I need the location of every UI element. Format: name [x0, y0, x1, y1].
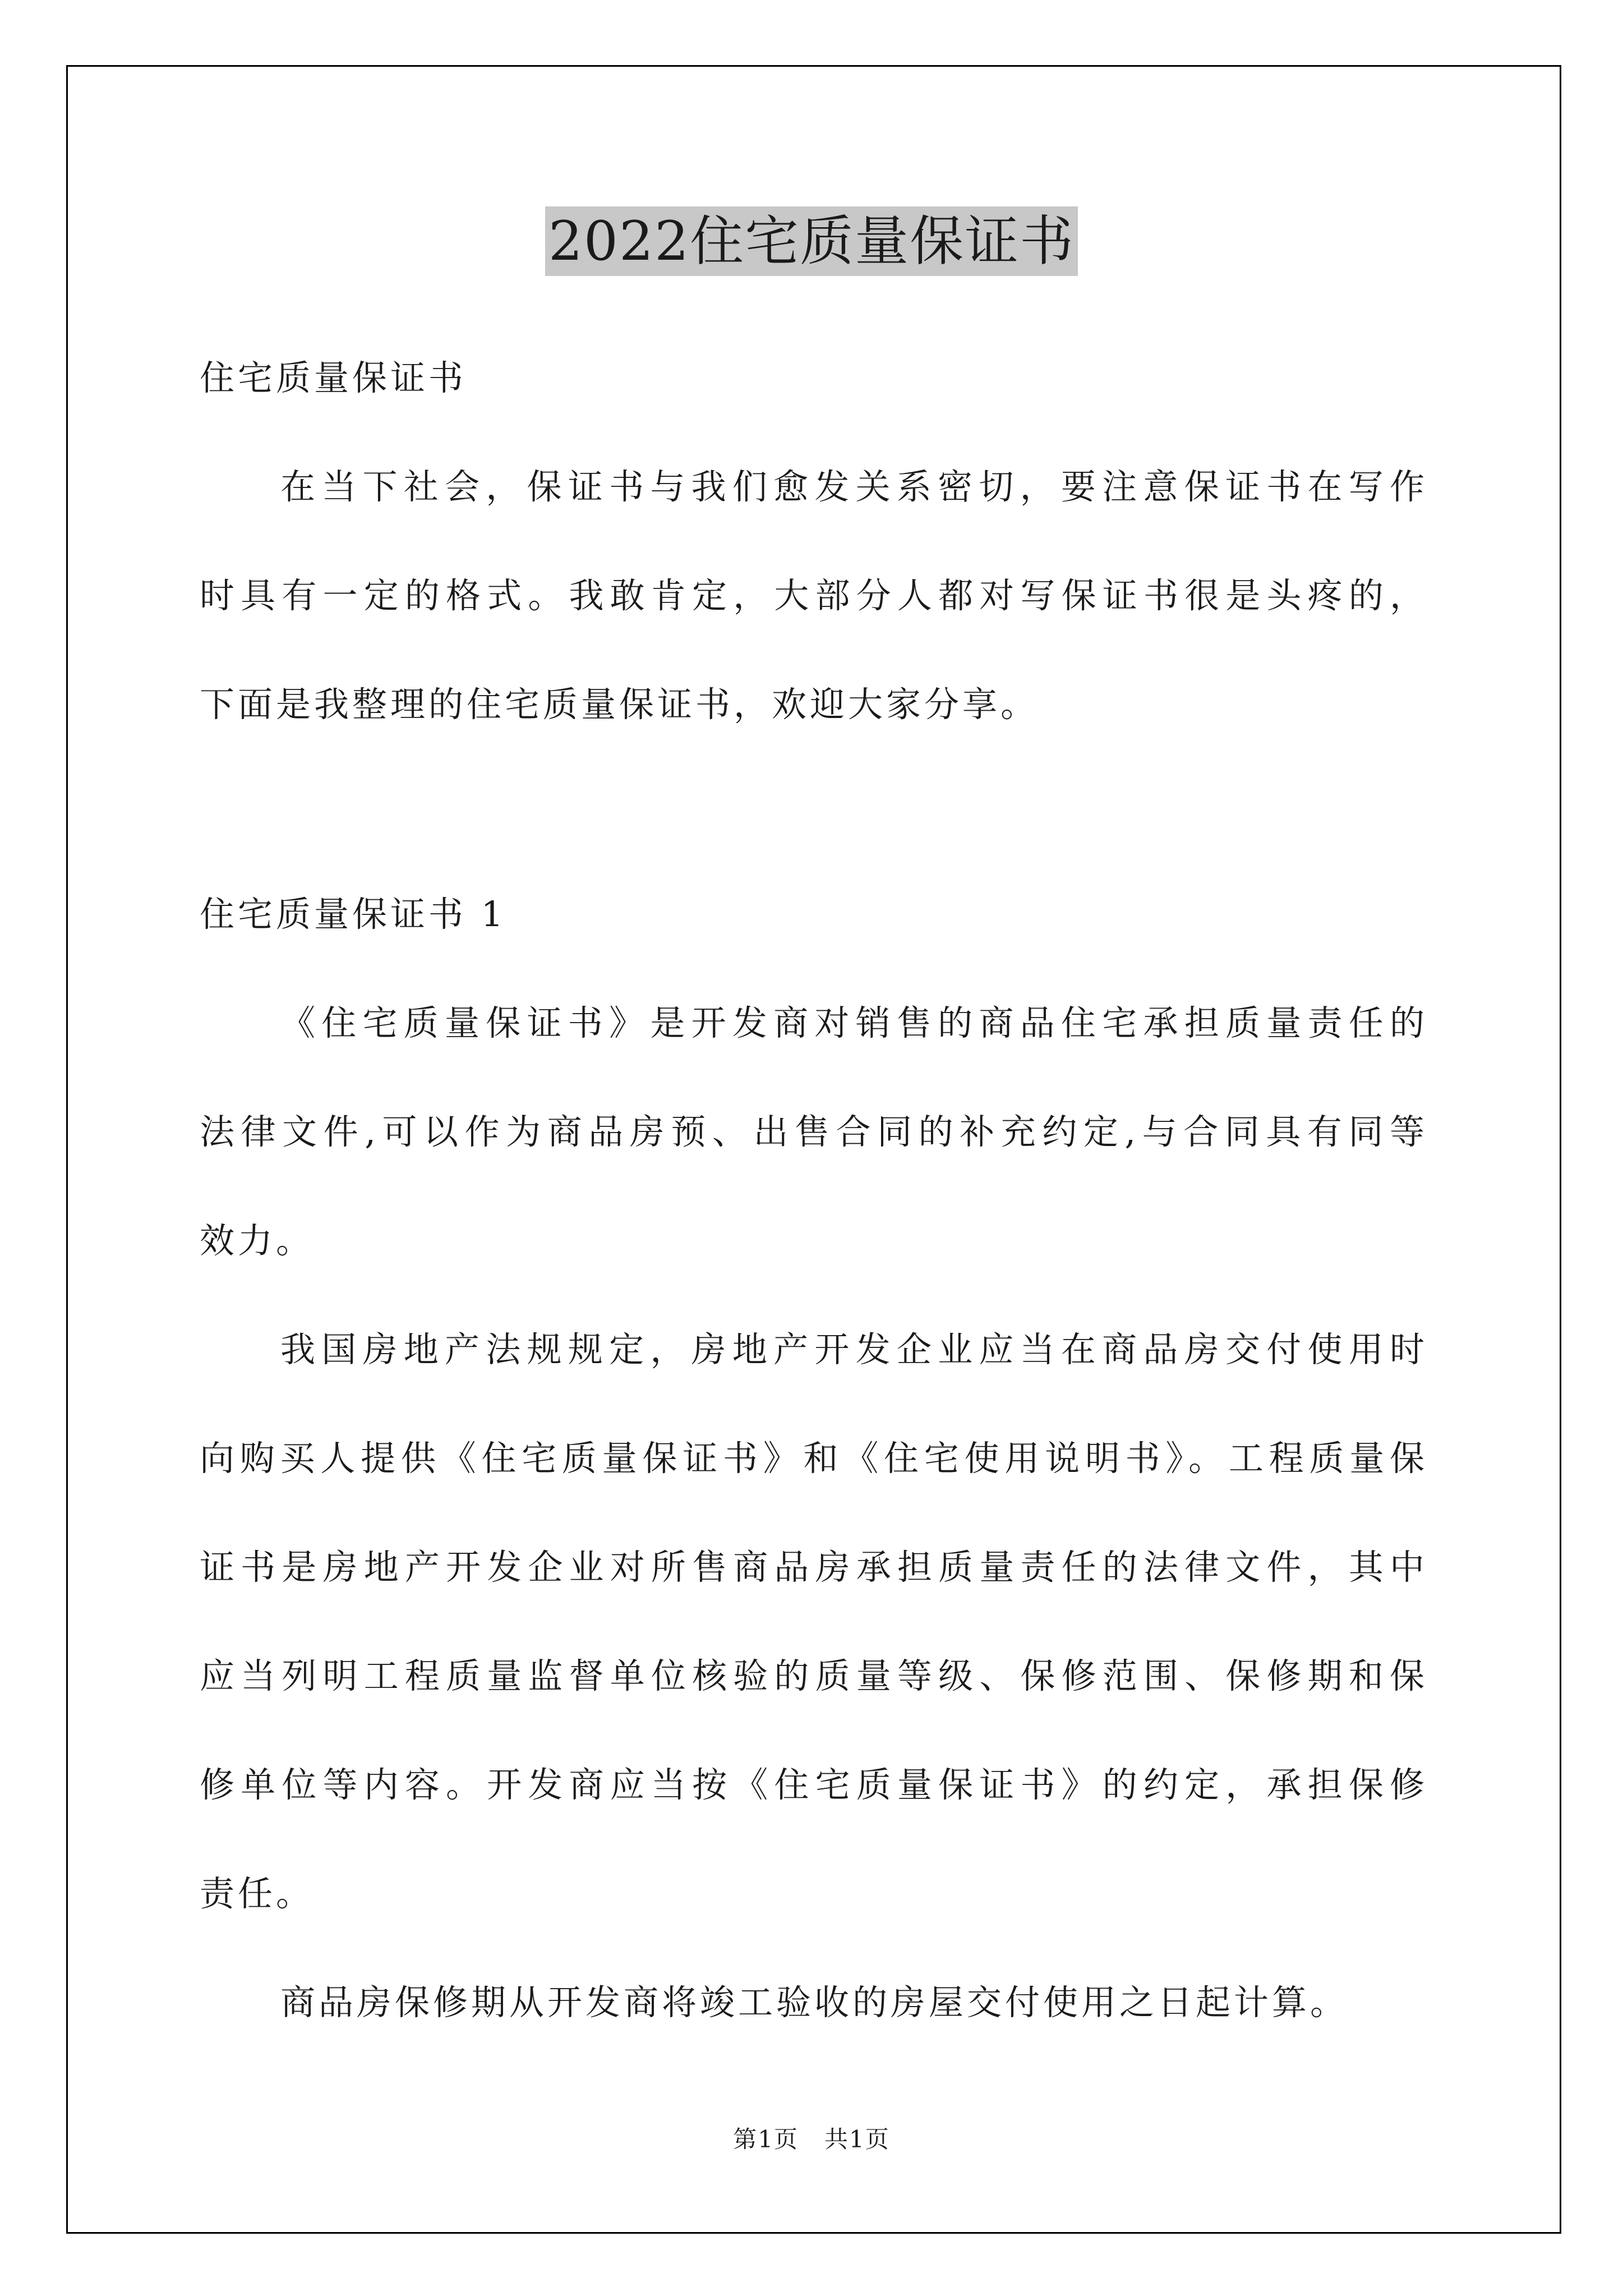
- para-2-line-6: 责任。: [200, 1873, 315, 1914]
- para-3-line-1: 商品房保修期从开发商将竣工验收的房屋交付使用之日起计算。: [280, 1982, 1349, 2023]
- document-title: 2022住宅质量保证书: [545, 206, 1078, 276]
- para-2-line-3: 证书是房地产开发企业对所售商品房承担质量责任的法律文件，其中: [200, 1547, 1428, 1588]
- para-1-line-1: 《住宅质量保证书》是开发商对销售的商品住宅承担质量责任的: [280, 1002, 1428, 1043]
- title-block: [0, 206, 1623, 276]
- para-1-line-3: 效力。: [200, 1220, 315, 1261]
- para-2-line-1: 我国房地产法规规定，房地产开发企业应当在商品房交付使用时: [280, 1329, 1428, 1370]
- page-footer: 第1页 共1页: [733, 2125, 890, 2153]
- section-1-heading: 住宅质量保证书 1: [200, 894, 507, 935]
- intro-line-3: 下面是我整理的住宅质量保证书，欢迎大家分享。: [200, 684, 1039, 725]
- subheading: 住宅质量保证书: [200, 357, 467, 398]
- para-2-line-4: 应当列明工程质量监督单位核验的质量等级、保修范围、保修期和保: [200, 1655, 1428, 1696]
- intro-line-1: 在当下社会，保证书与我们愈发关系密切，要注意保证书在写作: [280, 466, 1428, 507]
- para-2-line-2: 向购买人提供《住宅质量保证书》和《住宅使用说明书》。工程质量保: [200, 1438, 1428, 1479]
- para-1-line-2: 法律文件,可以作为商品房预、出售合同的补充约定,与合同具有同等: [200, 1111, 1428, 1152]
- intro-line-2: 时具有一定的格式。我敢肯定，大部分人都对写保证书很是头疼的，: [200, 575, 1428, 616]
- para-2-line-5: 修单位等内容。开发商应当按《住宅质量保证书》的约定，承担保修: [200, 1764, 1428, 1805]
